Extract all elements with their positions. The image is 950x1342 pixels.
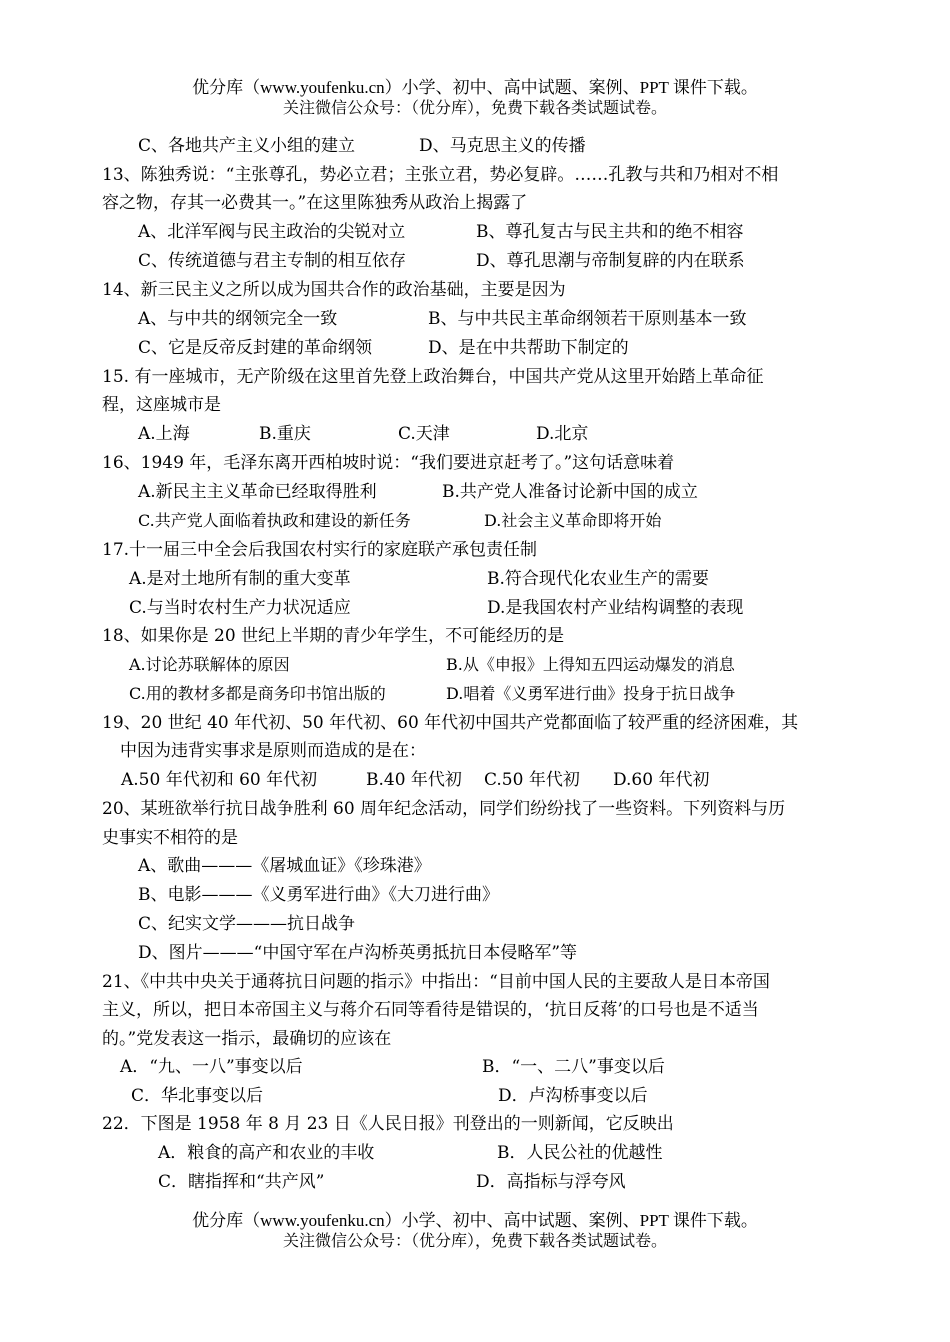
q14-option-a: A、与中共的纲领完全一致 <box>138 309 338 329</box>
q15-option-c: C.天津 <box>398 424 450 444</box>
q14-option-b: B、与中共民主革命纲领若干原则基本一致 <box>428 309 747 329</box>
q20-option-a: A、歌曲———《屠城血证》《珍珠港》 <box>138 856 431 876</box>
footer-line-1: 优分库（www.youfenku.cn）小学、初中、高中试题、案例、PPT 课件下载。 <box>192 1211 758 1230</box>
q15-stem-line-1: 15. 有一座城市，无产阶级在这里首先登上政治舞台，中国共产党从这里开始踏上革命征 <box>102 367 764 387</box>
header-line-1: 优分库（www.youfenku.cn）小学、初中、高中试题、案例、PPT 课件下载。 <box>192 78 758 97</box>
q22-option-b: B．人民公社的优越性 <box>497 1143 663 1163</box>
q12-option-d: D、马克思主义的传播 <box>419 136 586 156</box>
q18-stem: 18、如果你是 20 世纪上半期的青少年学生，不可能经历的是 <box>102 626 565 646</box>
header-line-2: 关注微信公众号：（优分库），免费下载各类试题试卷。 <box>282 98 667 117</box>
q19-option-b: B.40 年代初 <box>366 770 462 790</box>
q21-option-d: D．卢沟桥事变以后 <box>498 1086 648 1106</box>
q14-option-c: C、它是反帝反封建的革命纲领 <box>138 338 373 358</box>
q21-option-c: C．华北事变以后 <box>131 1086 264 1106</box>
q21-stem-line-2: 主义，所以，把日本帝国主义与蒋介石同等看待是错误的，‘抗日反蒋’的口号也是不适当 <box>102 1000 759 1020</box>
q21-stem-line-1: 21、《中共中央关于通蒋抗日问题的指示》中指出：“目前中国人民的主要敌人是日本帝国 <box>102 972 770 992</box>
q18-option-d: D.唱着《义勇军进行曲》投身于抗日战争 <box>446 684 736 703</box>
q18-option-c: C.用的教材多都是商务印书馆出版的 <box>129 684 386 703</box>
q12-option-c: C、各地共产主义小组的建立 <box>138 136 356 156</box>
q17-stem: 17.十一届三中全会后我国农村实行的家庭联产承包责任制 <box>102 540 538 560</box>
q16-option-a: A.新民主主义革命已经取得胜利 <box>138 482 377 502</box>
q21-option-b: B．“一、二八”事变以后 <box>482 1057 665 1077</box>
q14-stem: 14、新三民主义之所以成为国共合作的政治基础，主要是因为 <box>102 280 566 300</box>
q15-option-b: B.重庆 <box>259 424 311 444</box>
q18-option-a: A.讨论苏联解体的原因 <box>129 655 290 674</box>
q13-option-c: C、传统道德与君主专制的相互依存 <box>138 251 407 271</box>
q14-option-d: D、是在中共帮助下制定的 <box>428 338 629 358</box>
page-header <box>0 78 950 118</box>
q19-option-a: A.50 年代初和 60 年代初 <box>121 770 318 790</box>
q17-option-a: A.是对土地所有制的重大变革 <box>129 569 351 589</box>
q19-stem-line-1: 19、20 世纪 40 年代初、50 年代初、60 年代初中国共产党都面临了较严重的经济困难，其 <box>102 713 799 733</box>
q20-option-c: C、纪实文学———抗日战争 <box>138 914 356 934</box>
footer-line-2: 关注微信公众号：（优分库），免费下载各类试题试卷。 <box>282 1231 667 1250</box>
q22-option-a: A．粮食的高产和农业的丰收 <box>158 1143 375 1163</box>
q15-stem-line-2: 程，这座城市是 <box>102 395 221 415</box>
q16-stem: 16、1949 年，毛泽东离开西柏坡时说：“我们要进京赶考了。”这句话意味着 <box>102 453 675 473</box>
q17-option-b: B.符合现代化农业生产的需要 <box>487 569 709 589</box>
q17-option-d: D.是我国农村产业结构调整的表现 <box>487 598 744 618</box>
q15-option-d: D.北京 <box>536 424 589 444</box>
page-footer <box>0 1211 950 1251</box>
q21-option-a: A．“九、一八”事变以后 <box>120 1057 303 1077</box>
q17-option-c: C.与当时农村生产力状况适应 <box>129 598 351 618</box>
q21-stem-line-3: 的。”党发表这一指示，最确切的应该在 <box>102 1029 392 1049</box>
q19-option-c: C.50 年代初 <box>484 770 580 790</box>
q13-option-d: D、尊孔思潮与帝制复辟的内在联系 <box>476 251 745 271</box>
q13-option-b: B、尊孔复古与民主共和的绝不相容 <box>476 222 744 242</box>
q19-option-d: D.60 年代初 <box>613 770 710 790</box>
q20-option-b: B、电影———《义勇军进行曲》《大刀进行曲》 <box>138 885 499 905</box>
q20-stem-line-2: 史事实不相符的是 <box>102 828 238 848</box>
q13-stem-line-1: 13、陈独秀说：“主张尊孔，势必立君；主张立君，势必复辟。……孔教与共和乃相对不相 <box>102 165 779 185</box>
q20-option-d: D、图片———“中国守军在卢沟桥英勇抵抗日本侵略军”等 <box>138 943 578 963</box>
q16-option-b: B.共产党人准备讨论新中国的成立 <box>442 482 698 502</box>
q18-option-b: B.从《申报》上得知五四运动爆发的消息 <box>446 655 735 674</box>
q13-option-a: A、北洋军阀与民主政治的尖锐对立 <box>138 222 406 242</box>
q19-stem-line-2: 中因为违背实事求是原则而造成的是在： <box>120 741 426 761</box>
q22-option-c: C．瞎指挥和“共产风” <box>158 1172 325 1192</box>
q15-option-a: A.上海 <box>138 424 190 444</box>
q22-stem: 22．下图是 1958 年 8 月 23 日《人民日报》刊登出的一则新闻，它反映出 <box>102 1114 674 1134</box>
q16-option-d: D.社会主义革命即将开始 <box>484 511 662 530</box>
q13-stem-line-2: 容之物，存其一必费其一。”在这里陈独秀从政治上揭露了 <box>102 193 528 213</box>
q22-option-d: D．高指标与浮夸风 <box>476 1172 626 1192</box>
q16-option-c: C.共产党人面临着执政和建设的新任务 <box>138 511 411 530</box>
q20-stem-line-1: 20、某班欲举行抗日战争胜利 60 周年纪念活动，同学们纷纷找了一些资料。下列资料与历 <box>102 799 786 819</box>
